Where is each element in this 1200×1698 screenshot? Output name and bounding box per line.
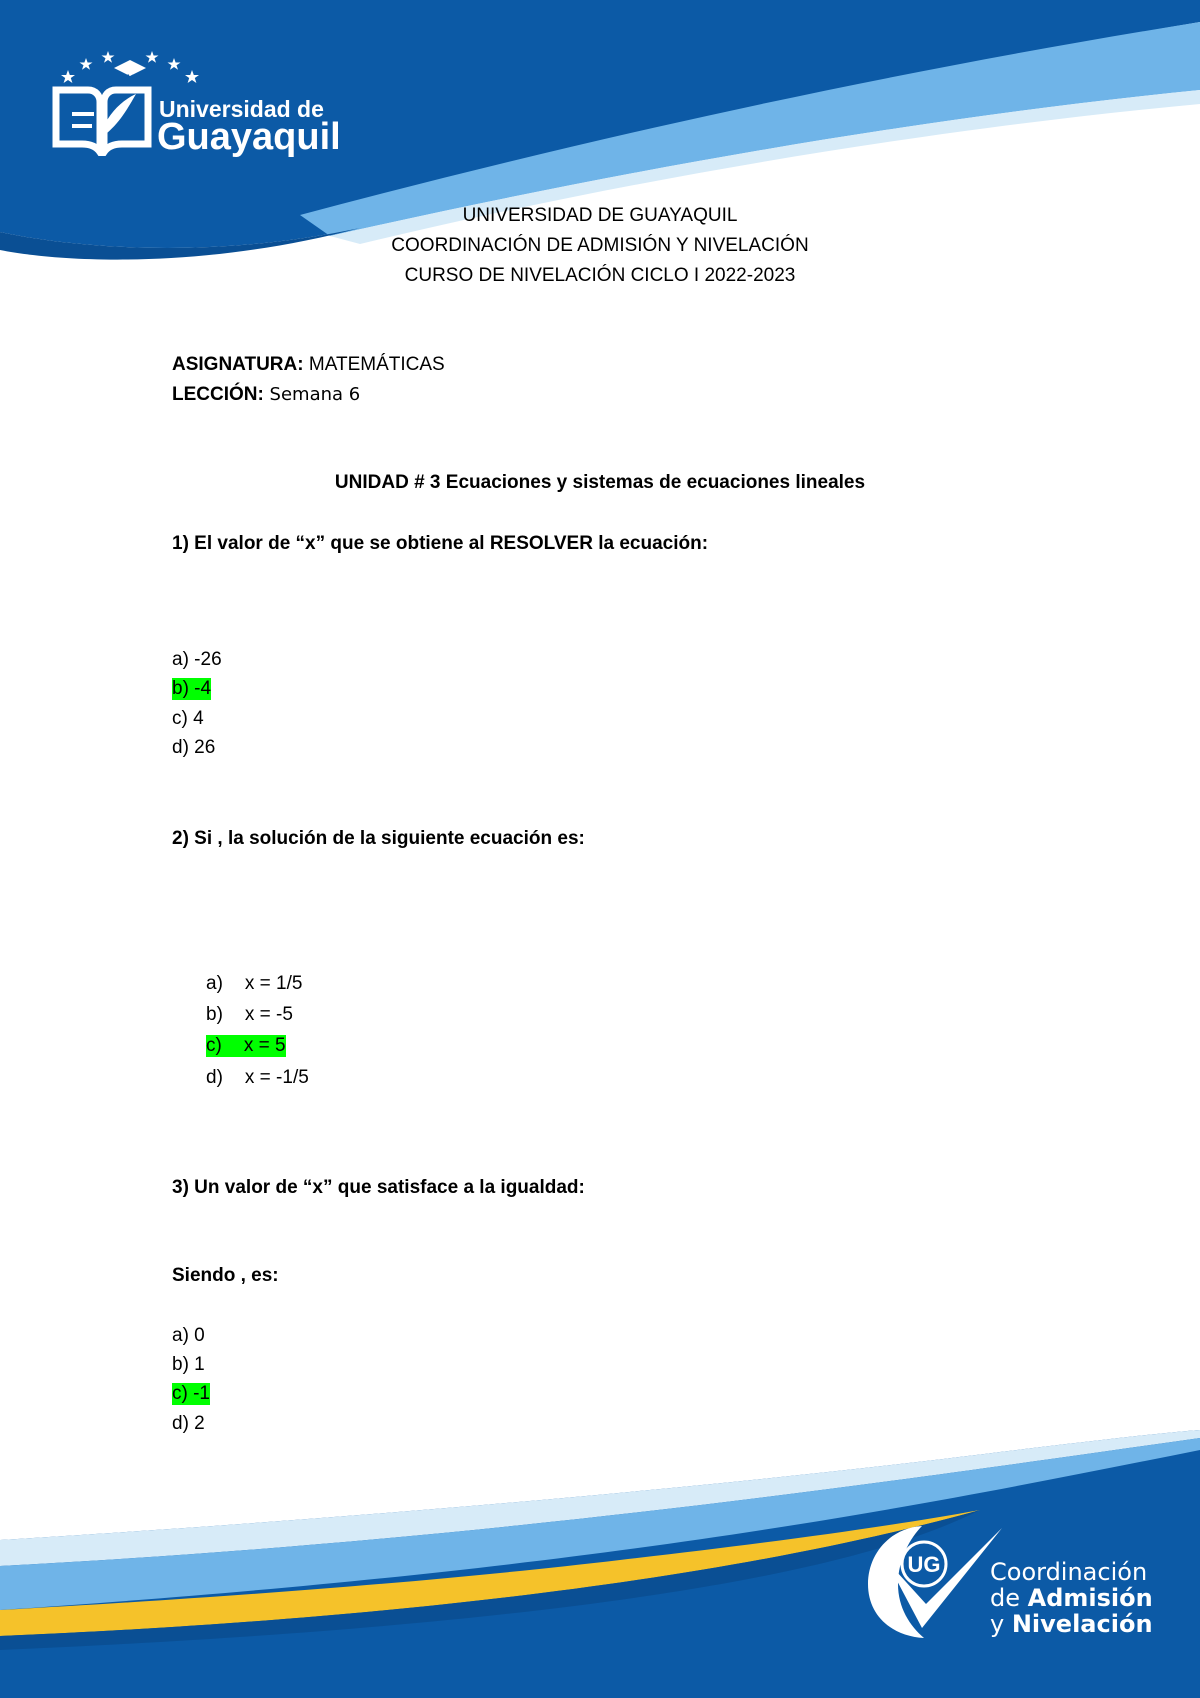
subject-row <box>172 354 445 376</box>
question-3-prompt: 3) Un valor de “x” que satisface a la igualdad: <box>172 1177 585 1198</box>
q1-option-c: c) 4 <box>172 708 204 729</box>
q2-option-c-letter: c) <box>206 1035 222 1056</box>
q2-option-a <box>206 973 302 995</box>
q1-option-d: d) 26 <box>172 737 216 758</box>
question-1-prompt: 1) El valor de “x” que se obtiene al RESOLVER la ecuación: <box>172 533 709 554</box>
university-title: UNIVERSIDAD DE GUAYAQUIL <box>462 205 738 226</box>
lesson-row <box>172 384 360 406</box>
lesson-value: Semana 6 <box>263 384 361 405</box>
q2-option-b-letter: b) <box>206 1004 223 1025</box>
q2-option-d-value: x = -1/5 <box>244 1067 309 1088</box>
coord-line2-light: de <box>990 1584 1028 1612</box>
q3-option-c-correct: c) -1 <box>172 1383 210 1404</box>
q2-option-b-value: x = -5 <box>244 1004 293 1025</box>
subject-value: MATEMÁTICAS <box>303 354 445 375</box>
q2-option-c-correct <box>206 1035 286 1057</box>
coord-line1: Coordinación <box>990 1558 1148 1586</box>
course-title: CURSO DE NIVELACIÓN CICLO I 2022-2023 <box>404 265 796 286</box>
stars-arc-icon <box>54 44 204 86</box>
unit-title: UNIDAD # 3 Ecuaciones y sistemas de ecuaciones lineales <box>334 472 866 493</box>
q2-option-c-value: x = 5 <box>243 1035 286 1056</box>
q1-option-b-correct: b) -4 <box>172 678 212 699</box>
q2-option-b <box>206 1004 293 1026</box>
q2-option-a-value: x = 1/5 <box>244 973 303 994</box>
logo-text-line1: Universidad de <box>159 96 324 122</box>
university-logo <box>52 44 352 160</box>
coordination-logo <box>862 1520 1172 1640</box>
q2-option-a-letter: a) <box>206 973 223 994</box>
coord-line3 <box>990 1610 1153 1638</box>
coord-line2 <box>990 1584 1153 1612</box>
bottom-monogram: UG <box>907 1552 941 1577</box>
q2-option-d-letter: d) <box>206 1067 223 1088</box>
q3-option-d: d) 2 <box>172 1413 205 1434</box>
subject-label: ASIGNATURA: <box>172 354 304 375</box>
q1-option-a: a) -26 <box>172 649 222 670</box>
lesson-label: LECCIÓN: <box>172 384 264 405</box>
q3-option-b: b) 1 <box>172 1354 205 1375</box>
coord-line2-bold: Admisión <box>1027 1584 1153 1612</box>
question-3-condition: Siendo , es: <box>172 1265 279 1286</box>
coord-line3-light: y <box>990 1610 1012 1638</box>
logo-text-line2: Guayaquil <box>157 116 341 158</box>
question-2-prompt: 2) Si , la solución de la siguiente ecuación es: <box>172 828 585 849</box>
open-book-feather-icon <box>52 84 152 156</box>
q3-option-a: a) 0 <box>172 1325 205 1346</box>
monogram-ug: UG <box>121 73 139 85</box>
q2-option-d <box>206 1067 309 1089</box>
coordination-title: COORDINACIÓN DE ADMISIÓN Y NIVELACIÓN <box>391 235 809 256</box>
coord-line3-bold: Nivelación <box>1011 1610 1153 1638</box>
